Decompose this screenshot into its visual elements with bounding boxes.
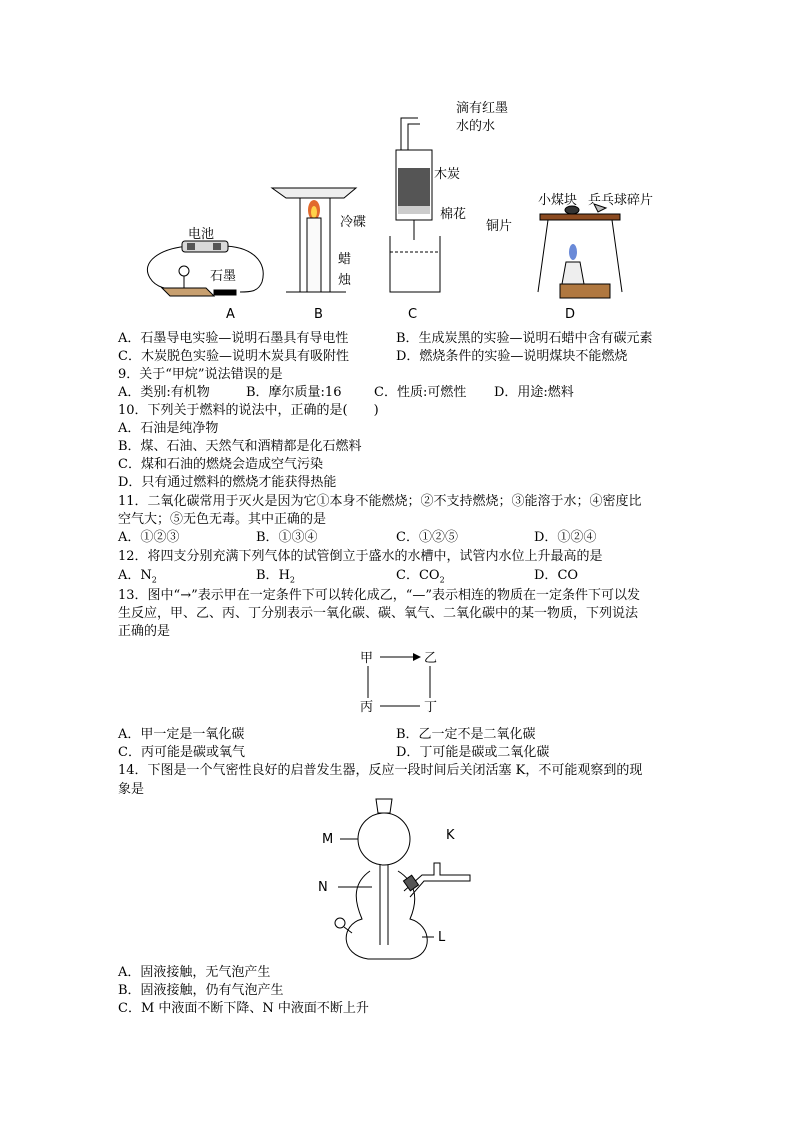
q13-relationship-diagram <box>350 640 450 720</box>
graphite-label: 石墨 <box>210 269 237 284</box>
combustion-condition-apparatus <box>538 204 622 298</box>
q9-option-b: B．摩尔质量:16 <box>246 385 342 400</box>
q10-option-b: B．煤、石油、天然气和酒精都是化石燃料 <box>118 439 362 454</box>
q10-stem: 10．下列关于燃料的说法中，正确的是( ) <box>118 403 379 418</box>
question8-figure <box>0 0 794 330</box>
figure-letter-b: B <box>314 307 323 322</box>
q13-stem-line1: 13．图中“→”表示甲在一定条件下可以转化成乙，“—”表示相连的物质在一定条件下可以发 <box>118 588 641 603</box>
q13-option-b: B．乙一定不是二氧化碳 <box>396 727 536 742</box>
red-ink-water-label-1: 滴有红墨 <box>456 101 509 116</box>
label-k: K <box>446 828 455 843</box>
figure-letter-d: D <box>565 307 576 322</box>
charcoal-decoloring-apparatus <box>390 118 440 292</box>
node-yi: 乙 <box>424 651 438 666</box>
label-l: L <box>438 930 446 945</box>
q11-stem-line2: 空气大；⑤无色无毒。其中正确的是 <box>118 512 327 527</box>
q9-option-c: C．性质:可燃性 <box>374 385 467 400</box>
q11-stem-line1: 11．二氧化碳常用于灭火是因为它①本身不能燃烧；②不支持燃烧；③能溶于水；④密度比 <box>118 494 642 509</box>
candle-label-1: 蜡 <box>338 252 352 267</box>
q13-option-d: D．丁可能是碳或二氧化碳 <box>396 745 550 760</box>
q13-option-c: C．丙可能是碳或氧气 <box>118 745 245 760</box>
figure-letter-a: A <box>226 307 235 322</box>
q11-option-c: C．①②⑤ <box>396 530 458 545</box>
red-ink-water-label-2: 水的水 <box>456 119 496 134</box>
q11-option-a: A．①②③ <box>118 530 180 545</box>
q14-stem-line2: 象是 <box>118 782 145 797</box>
q13-stem-line3: 正确的是 <box>118 624 171 639</box>
q12-option-c: C．$CO_2$ <box>396 568 445 585</box>
q10-option-a: A．石油是纯净物 <box>118 421 219 436</box>
q10-option-c: C．煤和石油的燃烧会造成空气污染 <box>118 457 323 472</box>
q12-option-d: D．CO <box>534 568 579 583</box>
cold-plate-label: 冷碟 <box>340 215 367 230</box>
q9-option-d: D．用途:燃料 <box>494 385 574 400</box>
candle-label-2: 烛 <box>338 273 352 288</box>
charcoal-label: 木炭 <box>434 167 461 182</box>
q8-option-b: B．生成炭黑的实验—说明石蜡中含有碳元素 <box>396 331 653 346</box>
q14-stem-line1: 14．下图是一个气密性良好的启普发生器，反应一段时间后关闭活塞 K，不可能观察到的现 <box>118 763 643 778</box>
node-jia: 甲 <box>360 651 374 666</box>
label-m: M <box>322 832 334 847</box>
q12-option-a: A．$N_2$ <box>118 568 157 585</box>
copper-sheet-label: 铜片 <box>486 219 513 234</box>
q8-option-d: D．燃烧条件的实验—说明煤块不能燃烧 <box>396 349 628 364</box>
node-bing: 丙 <box>360 700 374 715</box>
pingpong-label: 乒乓球碎片 <box>588 193 654 208</box>
q9-stem: 9．关于“甲烷”说法错误的是 <box>118 367 283 382</box>
q8-option-a: A．石墨导电实验—说明石墨具有导电性 <box>118 331 349 346</box>
q14-option-b: B．固液接触，仍有气泡产生 <box>118 983 284 998</box>
battery-label: 电池 <box>188 227 215 242</box>
q14-option-c: C．M 中液面不断下降、N 中液面不断上升 <box>118 1001 369 1016</box>
figure-letter-c: C <box>408 307 418 322</box>
q13-option-a: A．甲一定是一氧化碳 <box>118 727 245 742</box>
q13-stem-line2: 生反应，甲、乙、丙、丁分别表示一氧化碳、碳、氧气、二氧化碳中的某一物质，下列说法 <box>118 606 639 621</box>
label-n: N <box>318 880 328 895</box>
q9-option-a: A．类别:有机物 <box>118 385 210 400</box>
q11-option-b: B．①③④ <box>256 530 318 545</box>
kipp-generator <box>335 799 470 959</box>
kipp-generator-figure <box>310 795 490 965</box>
q14-option-a: A．固液接触，无气泡产生 <box>118 965 271 980</box>
graphite-conduction-apparatus <box>147 241 263 296</box>
q12-stem: 12．将四支分别充满下列气体的试管倒立于盛水的水槽中，试管内水位上升最高的是 <box>118 549 603 564</box>
q12-option-b: B．$H_2$ <box>256 568 295 585</box>
q11-option-d: D．①②④ <box>534 530 597 545</box>
q8-option-c: C．木炭脱色实验—说明木炭具有吸附性 <box>118 349 349 364</box>
cotton-label: 棉花 <box>440 207 467 222</box>
node-ding: 丁 <box>424 700 438 715</box>
coal-label: 小煤块 <box>538 193 578 208</box>
q10-option-d: D．只有通过燃料的燃烧才能获得热能 <box>118 475 337 490</box>
